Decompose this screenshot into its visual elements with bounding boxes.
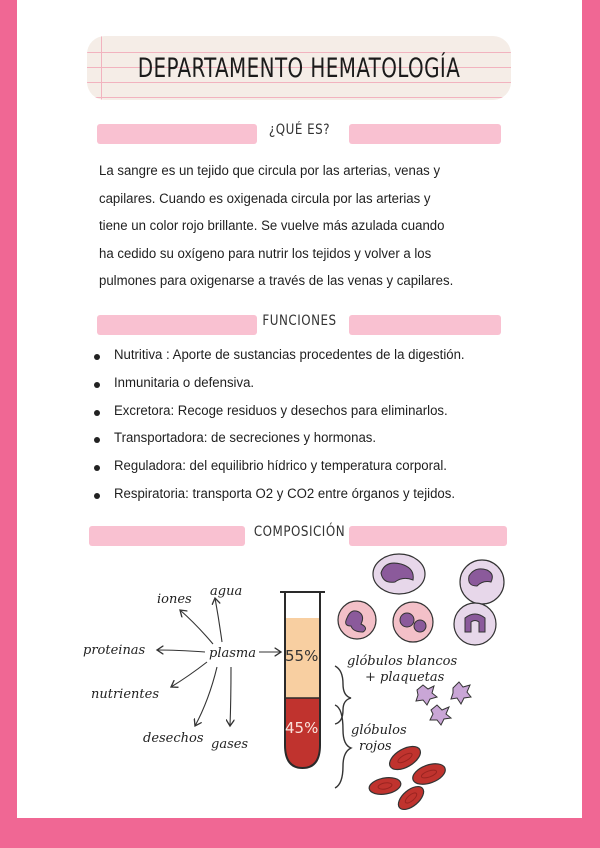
paragraph-line: tiene un color rojo brillante. Se vuelve más azulada cuando xyxy=(99,218,445,234)
title-banner xyxy=(87,36,511,100)
list-item: Inmunitaria o defensiva. xyxy=(89,370,549,398)
plasma-label: plasma xyxy=(209,646,256,661)
bullet-icon xyxy=(94,465,100,471)
list-item: Transportadora: de secreciones y hormonas. xyxy=(89,425,549,453)
cells-percent: 45% xyxy=(285,719,319,737)
paragraph-line: capilares. Cuando es oxigenada circula por las arterias y xyxy=(99,190,431,207)
description-paragraph xyxy=(99,158,490,296)
paragraph-line: La sangre es un tejido que circula por las arterias, venas y xyxy=(99,163,441,179)
brace-icon xyxy=(335,705,351,788)
bullet-icon xyxy=(94,410,100,416)
section-header-que-es xyxy=(17,120,582,146)
white-cells-label: glóbulos blancos xyxy=(347,654,458,669)
plasma-arrows xyxy=(157,598,281,726)
nutrientes-label: nutrientes xyxy=(91,687,159,702)
iones-label: iones xyxy=(157,592,192,607)
desechos-label: desechos xyxy=(143,731,204,746)
list-item: Nutritiva : Aporte de sustancias procedentes de la digestión. xyxy=(89,342,549,370)
bullet-icon xyxy=(94,493,100,499)
gases-label: gases xyxy=(211,737,249,752)
list-item: Excretora: Recoge residuos y desechos para eliminarlos. xyxy=(89,398,549,426)
white-blood-cell-icon xyxy=(393,602,433,642)
white-blood-cell-icon xyxy=(373,554,425,594)
section-title: COMPOSICIÓN xyxy=(253,524,346,540)
functions-list xyxy=(89,342,549,509)
paragraph-line: pulmones para oxigenarse a través de las venas y capilares. xyxy=(99,273,454,289)
red-cells-label-2: rojos xyxy=(359,739,392,754)
brace-icon xyxy=(335,666,351,724)
page-title: DEPARTAMENTO HEMATOLOGÍA xyxy=(137,53,461,84)
white-blood-cell-icon xyxy=(454,603,496,645)
section-header-funciones xyxy=(17,311,582,337)
platelets-label: + plaquetas xyxy=(365,670,445,685)
bullet-icon xyxy=(94,354,100,360)
page-sheet xyxy=(17,0,582,818)
white-blood-cell-icon xyxy=(338,601,376,639)
proteinas-label: proteinas xyxy=(83,643,146,658)
bullet-icon xyxy=(94,437,100,443)
test-tube-icon xyxy=(280,592,325,768)
section-title: ¿QUÉ ES? xyxy=(268,122,331,138)
paragraph-line: ha cedido su oxígeno para nutrir los tejidos y volver a los xyxy=(99,245,432,262)
list-item: Respiratoria: transporta O2 y CO2 entre órganos y tejidos. xyxy=(89,481,549,509)
agua-label: agua xyxy=(210,584,243,599)
list-item: Reguladora: del equilibrio hídrico y temperatura corporal. xyxy=(89,453,549,481)
section-title: FUNCIONES xyxy=(262,313,337,329)
bullet-icon xyxy=(94,382,100,388)
plasma-percent: 55% xyxy=(285,647,319,665)
platelet-icon xyxy=(416,682,471,725)
blood-composition-diagram xyxy=(17,540,582,830)
red-cells-label: glóbulos xyxy=(351,723,407,738)
white-blood-cell-icon xyxy=(460,560,504,604)
